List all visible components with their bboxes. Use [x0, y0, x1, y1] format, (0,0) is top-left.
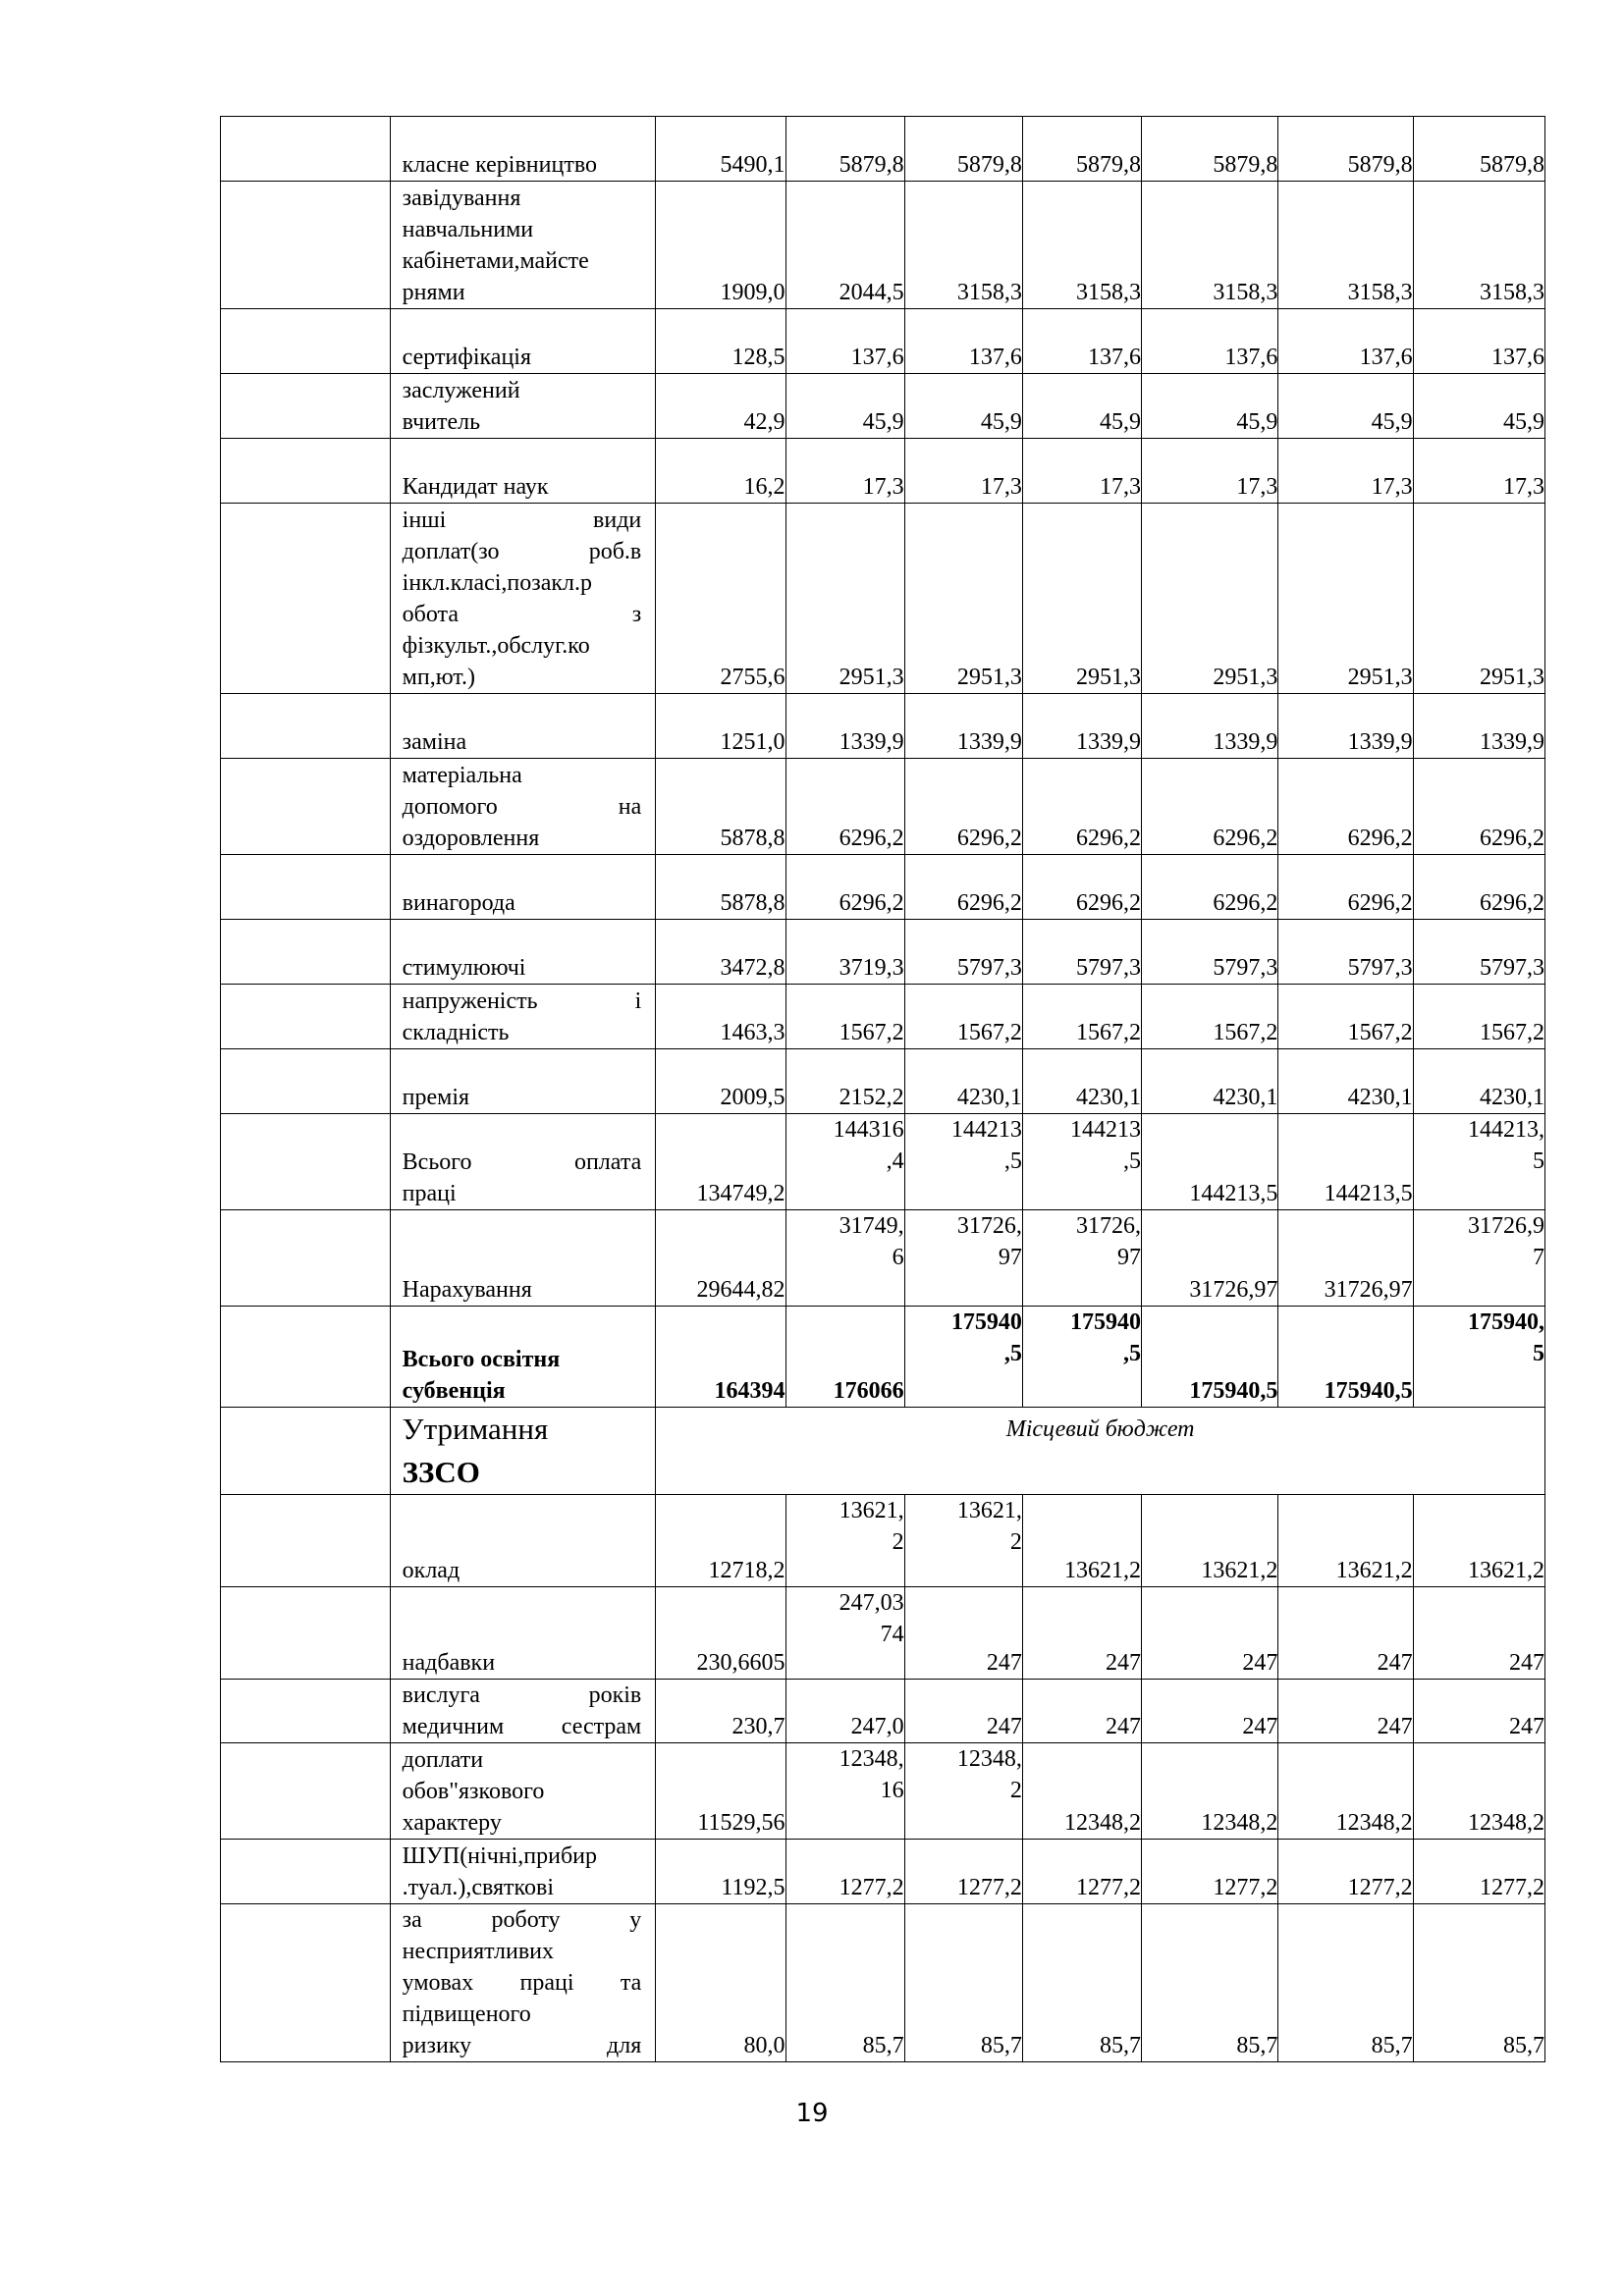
value-cell: 13621, 2 [904, 1495, 1022, 1587]
value-cell: 4230,1 [1278, 1049, 1413, 1114]
value-cell: 5878,8 [656, 759, 785, 855]
row-label-line: праці [402, 1181, 457, 1206]
value-cell: 85,7 [1278, 1904, 1413, 2062]
row-label [390, 182, 656, 309]
value-cell: 1567,2 [1141, 985, 1277, 1049]
row-label [390, 1587, 656, 1680]
value-cell: 45,9 [1413, 374, 1544, 439]
value-cell: 2152,2 [785, 1049, 904, 1114]
value-cell: 5879,8 [1022, 117, 1141, 182]
row-label [390, 1114, 656, 1210]
value-cell: 31749, 6 [785, 1210, 904, 1307]
table-row [221, 504, 1545, 694]
value-cell: 31726, 97 [1022, 1210, 1141, 1307]
row-label [390, 1743, 656, 1840]
section-title-line2: ЗЗСО [402, 1455, 480, 1489]
row-label [390, 439, 656, 504]
value-cell: 42,9 [656, 374, 785, 439]
row-label [390, 374, 656, 439]
value-cell: 128,5 [656, 309, 785, 374]
value-cell: 13621,2 [1022, 1495, 1141, 1587]
value-cell: 85,7 [904, 1904, 1022, 2062]
blank-cell [221, 182, 391, 309]
value-cell: 1277,2 [1022, 1840, 1141, 1904]
value-cell: 247,0 [785, 1680, 904, 1743]
value-cell: 3158,3 [904, 182, 1022, 309]
blank-cell [221, 1408, 391, 1495]
value-cell: 6296,2 [1413, 759, 1544, 855]
row-label-line: обов"язкового [402, 1779, 545, 1804]
row-label [390, 985, 656, 1049]
blank-cell [221, 920, 391, 985]
value-cell: 2009,5 [656, 1049, 785, 1114]
value-cell: 1339,9 [1141, 694, 1277, 759]
value-cell: 45,9 [785, 374, 904, 439]
value-cell: 6296,2 [904, 855, 1022, 920]
value-cell: 11529,56 [656, 1743, 785, 1840]
table-row [221, 1904, 1545, 2062]
value-cell: 12348,2 [1278, 1743, 1413, 1840]
blank-cell [221, 759, 391, 855]
table-row [221, 1307, 1545, 1408]
value-cell: 1339,9 [1022, 694, 1141, 759]
value-cell: 2951,3 [1278, 504, 1413, 694]
value-cell: 6296,2 [785, 759, 904, 855]
value-cell: 5879,8 [904, 117, 1022, 182]
table-row [221, 1495, 1545, 1587]
blank-cell [221, 1743, 391, 1840]
value-cell: 247 [904, 1587, 1022, 1680]
table-row [221, 855, 1545, 920]
value-cell: 12348,2 [1141, 1743, 1277, 1840]
value-cell: 31726, 97 [904, 1210, 1022, 1307]
value-cell: 6296,2 [1022, 759, 1141, 855]
blank-cell [221, 309, 391, 374]
value-cell: 247 [1141, 1680, 1277, 1743]
value-cell: 247 [1278, 1587, 1413, 1680]
page-number: 19 [795, 2099, 829, 2128]
value-cell: 1909,0 [656, 182, 785, 309]
value-cell: 13621,2 [1141, 1495, 1277, 1587]
row-label-line: інші види [402, 507, 642, 533]
row-label-line: оздоровлення [402, 826, 540, 851]
value-cell: 137,6 [1278, 309, 1413, 374]
value-cell: 2951,3 [904, 504, 1022, 694]
row-label [390, 504, 656, 694]
value-cell: 5879,8 [1141, 117, 1277, 182]
table-row [221, 1210, 1545, 1307]
row-label-line: Всього освітня [402, 1347, 561, 1372]
row-label-line: рнями [402, 280, 465, 305]
value-cell: 1192,5 [656, 1840, 785, 1904]
row-label-line: Всього оплата [402, 1149, 642, 1175]
value-cell: 13621, 2 [785, 1495, 904, 1587]
value-cell: 2044,5 [785, 182, 904, 309]
value-cell: 1567,2 [785, 985, 904, 1049]
blank-cell [221, 1210, 391, 1307]
row-label [390, 117, 656, 182]
value-cell: 1277,2 [904, 1840, 1022, 1904]
value-cell: 6296,2 [785, 855, 904, 920]
section-title-line1: Утримання [402, 1412, 549, 1446]
value-cell: 247 [1022, 1680, 1141, 1743]
row-label-line: умовах праці та [402, 1970, 642, 1996]
table-row [221, 439, 1545, 504]
value-cell: 1277,2 [1413, 1840, 1544, 1904]
value-cell: 137,6 [785, 309, 904, 374]
value-cell: 144213 ,5 [904, 1114, 1022, 1210]
local-budget-label: Місцевий бюджет [656, 1408, 1545, 1495]
value-cell: 1339,9 [1413, 694, 1544, 759]
row-label-text: Нарахування [402, 1277, 532, 1303]
value-cell: 17,3 [1278, 439, 1413, 504]
table-row [221, 920, 1545, 985]
value-cell: 247 [1022, 1587, 1141, 1680]
value-cell: 175940 ,5 [904, 1307, 1022, 1408]
row-label-line: медичним сестрам [402, 1714, 642, 1739]
value-cell: 12348,2 [1022, 1743, 1141, 1840]
row-label [390, 1680, 656, 1743]
row-label [390, 759, 656, 855]
row-label-text: сертифікація [402, 345, 531, 370]
blank-cell [221, 1114, 391, 1210]
row-label-line: субвенція [402, 1378, 506, 1404]
blank-cell [221, 504, 391, 694]
value-cell: 13621,2 [1413, 1495, 1544, 1587]
value-cell: 85,7 [1141, 1904, 1277, 2062]
value-cell: 2951,3 [1141, 504, 1277, 694]
row-label-line: напруженість і [402, 988, 642, 1014]
value-cell: 17,3 [904, 439, 1022, 504]
table-row [221, 374, 1545, 439]
value-cell: 45,9 [1141, 374, 1277, 439]
value-cell: 2951,3 [1022, 504, 1141, 694]
row-label-text: винагорода [402, 890, 515, 916]
value-cell: 45,9 [904, 374, 1022, 439]
row-label-text: премія [402, 1085, 470, 1110]
blank-cell [221, 117, 391, 182]
row-label-line: кабінетами,майсте [402, 248, 589, 274]
value-cell: 137,6 [904, 309, 1022, 374]
value-cell: 134749,2 [656, 1114, 785, 1210]
row-label-line: доплати [402, 1747, 484, 1773]
value-cell: 1463,3 [656, 985, 785, 1049]
row-label [390, 694, 656, 759]
value-cell: 80,0 [656, 1904, 785, 2062]
blank-cell [221, 1495, 391, 1587]
value-cell: 31726,97 [1141, 1210, 1277, 1307]
value-cell: 4230,1 [1141, 1049, 1277, 1114]
value-cell: 144316 ,4 [785, 1114, 904, 1210]
value-cell: 5879,8 [1413, 117, 1544, 182]
value-cell: 247 [1278, 1680, 1413, 1743]
value-cell: 17,3 [1022, 439, 1141, 504]
row-label-text: оклад [402, 1558, 460, 1583]
blank-cell [221, 374, 391, 439]
row-label-line: підвищеного [402, 2002, 531, 2027]
value-cell: 2951,3 [1413, 504, 1544, 694]
section-title [390, 1408, 656, 1495]
value-cell: 6296,2 [1278, 759, 1413, 855]
blank-cell [221, 1904, 391, 2062]
value-cell: 5797,3 [1278, 920, 1413, 985]
table-row [221, 1114, 1545, 1210]
table-row [221, 985, 1545, 1049]
row-label [390, 855, 656, 920]
value-cell: 45,9 [1278, 374, 1413, 439]
value-cell: 144213, 5 [1413, 1114, 1544, 1210]
value-cell: 12348, 2 [904, 1743, 1022, 1840]
value-cell: 31726,9 7 [1413, 1210, 1544, 1307]
value-cell: 144213 ,5 [1022, 1114, 1141, 1210]
value-cell: 5797,3 [1141, 920, 1277, 985]
value-cell: 12348,2 [1413, 1743, 1544, 1840]
value-cell: 247 [1413, 1587, 1544, 1680]
row-label [390, 920, 656, 985]
blank-cell [221, 1680, 391, 1743]
value-cell: 85,7 [1022, 1904, 1141, 2062]
value-cell: 5797,3 [1022, 920, 1141, 985]
budget-table [220, 116, 1545, 2062]
value-cell: 1567,2 [1413, 985, 1544, 1049]
value-cell: 1339,9 [785, 694, 904, 759]
blank-cell [221, 1840, 391, 1904]
value-cell: 1251,0 [656, 694, 785, 759]
value-cell: 1339,9 [904, 694, 1022, 759]
row-label-text: класне керівництво [402, 152, 597, 178]
value-cell: 6296,2 [1141, 759, 1277, 855]
value-cell: 3158,3 [1022, 182, 1141, 309]
value-cell: 3158,3 [1413, 182, 1544, 309]
value-cell: 6296,2 [1141, 855, 1277, 920]
value-cell: 175940,5 [1278, 1307, 1413, 1408]
value-cell: 1339,9 [1278, 694, 1413, 759]
row-label-line: вислуга років [402, 1682, 642, 1708]
value-cell: 230,6605 [656, 1587, 785, 1680]
value-cell: 29644,82 [656, 1210, 785, 1307]
value-cell: 247 [904, 1680, 1022, 1743]
value-cell: 3158,3 [1278, 182, 1413, 309]
row-label [390, 1049, 656, 1114]
row-label-line: завідування [402, 186, 521, 211]
value-cell: 12348, 16 [785, 1743, 904, 1840]
value-cell: 5797,3 [904, 920, 1022, 985]
blank-cell [221, 1307, 391, 1408]
value-cell: 175940, 5 [1413, 1307, 1544, 1408]
table-row [221, 309, 1545, 374]
row-label-line: ШУП(нічні,прибир [402, 1843, 598, 1869]
table-row [221, 694, 1545, 759]
row-label-line: інкл.класі,позакл.р [402, 570, 593, 596]
value-cell: 247 [1413, 1680, 1544, 1743]
value-cell: 5490,1 [656, 117, 785, 182]
row-label-line: обота з [402, 602, 642, 627]
table-row [221, 1587, 1545, 1680]
blank-cell [221, 694, 391, 759]
value-cell: 247,03 74 [785, 1587, 904, 1680]
value-cell: 1277,2 [1141, 1840, 1277, 1904]
value-cell: 5797,3 [1413, 920, 1544, 985]
value-cell: 6296,2 [1278, 855, 1413, 920]
table-body [221, 117, 1545, 2062]
row-label-text: заміна [402, 729, 467, 755]
value-cell: 176066 [785, 1307, 904, 1408]
row-label [390, 1210, 656, 1307]
blank-cell [221, 1049, 391, 1114]
value-cell: 13621,2 [1278, 1495, 1413, 1587]
table-row [221, 1049, 1545, 1114]
row-label-line: .туал.),святкові [402, 1875, 554, 1900]
value-cell: 85,7 [1413, 1904, 1544, 2062]
value-cell: 4230,1 [1022, 1049, 1141, 1114]
value-cell: 31726,97 [1278, 1210, 1413, 1307]
row-label [390, 1904, 656, 2062]
row-label-line: вчитель [402, 409, 481, 435]
row-label-line: за роботу у [402, 1907, 642, 1933]
row-label-line: матеріальна [402, 763, 522, 788]
row-label-line: допомого на [402, 794, 642, 820]
value-cell: 1567,2 [904, 985, 1022, 1049]
value-cell: 16,2 [656, 439, 785, 504]
value-cell: 137,6 [1413, 309, 1544, 374]
row-label-line: заслужений [402, 378, 520, 403]
value-cell: 5878,8 [656, 855, 785, 920]
value-cell: 6296,2 [904, 759, 1022, 855]
table-row [221, 1743, 1545, 1840]
blank-cell [221, 985, 391, 1049]
row-label-line: несприятливих [402, 1939, 555, 1964]
value-cell: 247 [1141, 1587, 1277, 1680]
row-label-text: надбавки [402, 1650, 496, 1676]
value-cell: 17,3 [1413, 439, 1544, 504]
row-label [390, 1840, 656, 1904]
section-header-row [221, 1408, 1545, 1495]
value-cell: 1277,2 [785, 1840, 904, 1904]
value-cell: 137,6 [1022, 309, 1141, 374]
value-cell: 144213,5 [1141, 1114, 1277, 1210]
row-label-line: мп,ют.) [402, 665, 475, 690]
blank-cell [221, 855, 391, 920]
row-label [390, 1495, 656, 1587]
row-label-line: складність [402, 1020, 510, 1045]
table-row [221, 1840, 1545, 1904]
value-cell: 2755,6 [656, 504, 785, 694]
value-cell: 137,6 [1141, 309, 1277, 374]
value-cell: 5879,8 [1278, 117, 1413, 182]
value-cell: 5879,8 [785, 117, 904, 182]
value-cell: 3158,3 [1141, 182, 1277, 309]
value-cell: 3719,3 [785, 920, 904, 985]
value-cell: 4230,1 [904, 1049, 1022, 1114]
table-row [221, 117, 1545, 182]
value-cell: 17,3 [785, 439, 904, 504]
table-row [221, 182, 1545, 309]
value-cell: 45,9 [1022, 374, 1141, 439]
value-cell: 1567,2 [1022, 985, 1141, 1049]
value-cell: 1277,2 [1278, 1840, 1413, 1904]
value-cell: 85,7 [785, 1904, 904, 2062]
row-label-text: стимулюючі [402, 955, 526, 981]
value-cell: 17,3 [1141, 439, 1277, 504]
value-cell: 164394 [656, 1307, 785, 1408]
value-cell: 6296,2 [1413, 855, 1544, 920]
value-cell: 1567,2 [1278, 985, 1413, 1049]
row-label-text: Кандидат наук [402, 474, 549, 500]
row-label-line: характеру [402, 1810, 502, 1836]
value-cell: 230,7 [656, 1680, 785, 1743]
row-label [390, 1307, 656, 1408]
table-row [221, 759, 1545, 855]
table-row [221, 1680, 1545, 1743]
value-cell: 4230,1 [1413, 1049, 1544, 1114]
value-cell: 3472,8 [656, 920, 785, 985]
value-cell: 6296,2 [1022, 855, 1141, 920]
row-label-line: доплат(зо роб.в [402, 539, 642, 564]
blank-cell [221, 439, 391, 504]
row-label-line: навчальними [402, 217, 534, 242]
value-cell: 2951,3 [785, 504, 904, 694]
value-cell: 175940 ,5 [1022, 1307, 1141, 1408]
value-cell: 144213,5 [1278, 1114, 1413, 1210]
row-label-line: ризику для [402, 2033, 642, 2058]
value-cell: 12718,2 [656, 1495, 785, 1587]
row-label [390, 309, 656, 374]
value-cell: 175940,5 [1141, 1307, 1277, 1408]
blank-cell [221, 1587, 391, 1680]
row-label-line: фізкульт.,обслуг.ко [402, 633, 590, 659]
